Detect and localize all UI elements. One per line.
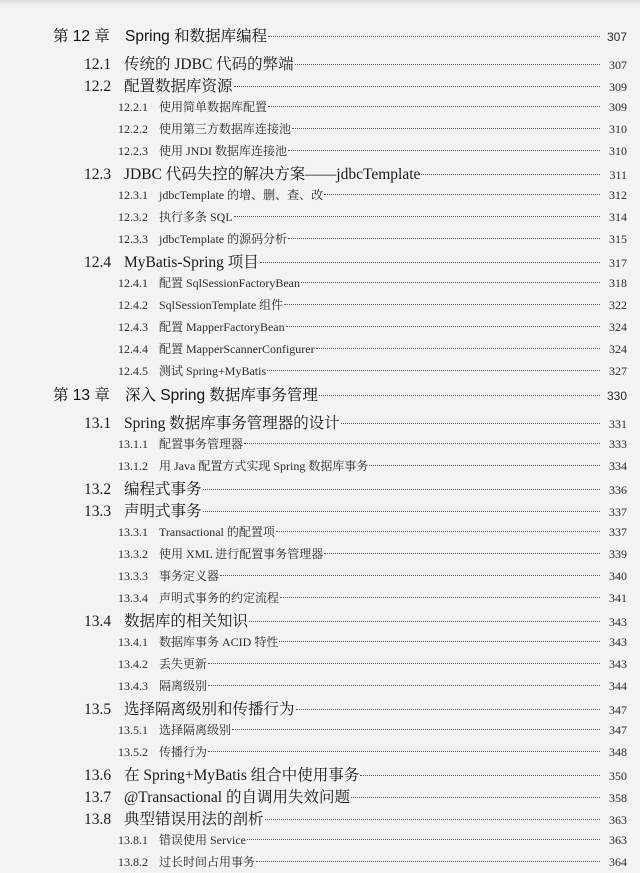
entry-number: 12.4.4 [118,342,148,356]
entry-title: 配置 MapperFactoryBean [159,320,285,334]
entry-title: 选择隔离级别和传播行为 [124,701,295,718]
entry-number: 13.4.1 [118,635,148,649]
toc-entry-chapter [0,24,640,46]
entry-title: 声明式事务的约定流程 [159,591,280,605]
toc-entry-subsection [0,545,640,562]
entry-title: 配置数据库资源 [124,78,233,95]
dot-leader [232,729,600,730]
entry-title: 深入 Spring 数据库事务管理 [125,387,318,404]
dot-leader [324,194,600,195]
entry-title: 使用简单数据库配置 [159,100,268,114]
entry-title: MyBatis-Spring 项目 [124,254,259,271]
entry-number: 13.5.2 [118,745,148,759]
entry-title: 事务定义器 [159,569,220,583]
toc-entry-subsection [0,655,640,672]
toc-entry-section [0,785,640,807]
entry-number: 13.3.1 [118,525,148,539]
toc-entry-section [0,52,640,74]
entry-page-number: 310 [609,144,627,158]
entry-page-number: 324 [609,320,627,334]
dot-leader [280,597,600,598]
dot-leader [203,489,600,490]
dot-leader [244,443,600,444]
entry-page-number: 364 [609,855,627,869]
entry-number: 13.1.2 [118,459,148,473]
dot-leader [341,423,600,424]
dot-leader [208,685,600,686]
toc-entry-subsection [0,567,640,584]
entry-number: 13.1 [84,415,112,432]
toc-entry-section [0,162,640,184]
entry-title: 隔离级别 [159,679,208,693]
entry-page-number: 347 [609,703,627,717]
entry-title: 数据库的相关知识 [124,613,249,630]
entry-title: 测试 Spring+MyBatis [159,364,267,378]
entry-page-number: 336 [609,483,627,497]
toc-entry-subsection [0,340,640,357]
entry-page-number: 343 [609,615,627,629]
entry-title: 使用 JNDI 数据库连接池 [159,144,287,158]
dot-leader [288,150,600,151]
dot-leader [369,465,600,466]
entry-number: 13.3.3 [118,569,148,583]
entry-page-number: 322 [609,298,627,312]
entry-number: 13.1.1 [118,437,148,451]
entry-number: 第 12 章 [53,28,110,45]
entry-number: 13.7 [84,789,112,806]
toc-entry-subsection [0,98,640,115]
entry-page-number: 333 [609,437,627,451]
entry-title: 配置 SqlSessionFactoryBean [159,276,300,290]
entry-number: 13.8.1 [118,833,148,847]
page-top-edge [0,0,640,6]
entry-title: 配置事务管理器 [159,437,244,451]
entry-page-number: 358 [609,791,627,805]
entry-page-number: 337 [609,505,627,519]
toc-entry-subsection [0,677,640,694]
toc-entry-subsection [0,831,640,848]
entry-page-number: 307 [606,30,627,44]
entry-number: 13.5 [84,701,112,718]
entry-page-number: 334 [609,459,627,473]
entry-page-number: 339 [609,547,627,561]
toc-entry-subsection [0,743,640,760]
entry-title: 使用第三方数据库连接池 [159,122,292,136]
entry-number: 12.1 [84,56,112,73]
toc-entry-subsection [0,435,640,452]
entry-title: 错误使用 Service [159,833,246,847]
entry-page-number: 312 [609,188,627,202]
entry-title: jdbcTemplate 的源码分析 [159,232,288,246]
entry-page-number: 327 [609,364,627,378]
toc-entry-section [0,477,640,499]
dot-leader [279,641,600,642]
toc-entry-section [0,807,640,829]
entry-title: 使用 XML 进行配置事务管理器 [159,547,324,561]
toc-entry-subsection [0,523,640,540]
toc-entry-subsection [0,633,640,650]
entry-title: 选择隔离级别 [159,723,232,737]
entry-title: Transactional 的配置项 [159,525,275,539]
entry-number: 12.2 [84,78,112,95]
dot-leader [234,86,600,87]
entry-number: 12.2.1 [118,100,148,114]
dot-leader [208,663,600,664]
entry-title: 传统的 JDBC 代码的弊端 [124,56,294,73]
dot-leader [234,216,600,217]
entry-page-number: 341 [609,591,627,605]
entry-title: @Transactional 的自调用失效问题 [124,789,350,806]
entry-page-number: 337 [609,525,627,539]
entry-title: 声明式事务 [124,503,202,520]
entry-page-number: 309 [609,100,627,114]
entry-number: 13.8 [84,811,112,828]
dot-leader [284,304,600,305]
entry-number: 13.2 [84,481,112,498]
entry-title: 在 Spring+MyBatis 组合中使用事务 [124,767,360,784]
toc-entry-section [0,250,640,272]
entry-title: 过长时间占用事务 [159,855,256,869]
dot-leader [295,64,600,65]
entry-title: jdbcTemplate 的增、删、查、改 [159,188,324,202]
entry-title: Spring 和数据库编程 [125,28,268,45]
dot-leader [265,819,600,820]
toc-entry-section [0,499,640,521]
dot-leader [301,282,600,283]
dot-leader [249,621,600,622]
dot-leader [268,106,600,107]
entry-title: 用 Java 配置方式实现 Spring 数据库事务 [159,459,369,473]
entry-page-number: 363 [609,813,627,827]
entry-page-number: 348 [609,745,627,759]
entry-number: 13.4.3 [118,679,148,693]
entry-page-number: 350 [609,769,627,783]
dot-leader [292,128,600,129]
dot-leader [360,775,600,776]
toc-entry-subsection [0,208,640,225]
dot-leader [324,553,600,554]
entry-number: 13.3 [84,503,112,520]
entry-page-number: 314 [609,210,627,224]
entry-page-number: 330 [606,389,627,403]
dot-leader [319,395,600,396]
toc-entry-subsection [0,296,640,313]
toc-entry-subsection [0,318,640,335]
entry-page-number: 340 [609,569,627,583]
entry-number: 13.3.2 [118,547,148,561]
entry-page-number: 318 [609,276,627,290]
entry-title: 配置 MapperScannerConfigurer [159,342,315,356]
entry-page-number: 311 [609,168,627,182]
entry-number: 13.8.2 [118,855,148,869]
dot-leader [288,238,600,239]
toc-entry-section [0,763,640,785]
entry-number: 12.2.3 [118,144,148,158]
dot-leader [268,36,600,37]
entry-page-number: 317 [609,256,627,270]
toc-entry-subsection [0,142,640,159]
dot-leader [351,797,600,798]
entry-title: Spring 数据库事务管理器的设计 [124,415,340,432]
entry-title: 丢失更新 [159,657,208,671]
dot-leader [316,348,600,349]
entry-page-number: 315 [609,232,627,246]
dot-leader [286,326,600,327]
entry-number: 12.3.2 [118,210,148,224]
dot-leader [203,511,600,512]
entry-title: 典型错误用法的剖析 [124,811,264,828]
toc-entry-subsection [0,457,640,474]
toc-entry-subsection [0,721,640,738]
dot-leader [247,839,600,840]
toc-entry-subsection [0,362,640,379]
entry-number: 13.4.2 [118,657,148,671]
entry-number: 12.3.1 [118,188,148,202]
entry-number: 12.4.5 [118,364,148,378]
entry-number: 12.4.2 [118,298,148,312]
entry-title: 执行多条 SQL [159,210,233,224]
toc-entry-section [0,697,640,719]
dot-leader [276,531,600,532]
dot-leader [256,861,600,862]
toc-entry-subsection [0,186,640,203]
toc-entry-subsection [0,853,640,870]
entry-page-number: 307 [609,58,627,72]
toc-entry-subsection [0,589,640,606]
entry-number: 12.4 [84,254,112,271]
entry-number: 12.3 [84,166,112,183]
dot-leader [208,751,600,752]
toc-entry-subsection [0,274,640,291]
entry-page-number: 343 [609,657,627,671]
entry-number: 13.5.1 [118,723,148,737]
entry-page-number: 363 [609,833,627,847]
toc-entry-section [0,411,640,433]
entry-title: SqlSessionTemplate 组件 [159,298,284,312]
entry-page-number: 324 [609,342,627,356]
entry-title: 数据库事务 ACID 特性 [159,635,279,649]
toc-entry-chapter [0,383,640,405]
entry-page-number: 343 [609,635,627,649]
dot-leader [260,262,600,263]
toc-entry-section [0,609,640,631]
dot-leader [421,174,600,175]
entry-title: 传播行为 [159,745,208,759]
entry-number: 13.4 [84,613,112,630]
dot-leader [267,370,600,371]
entry-number: 12.4.1 [118,276,148,290]
entry-title: 编程式事务 [124,481,202,498]
entry-title: JDBC 代码失控的解决方案——jdbcTemplate [124,166,421,183]
entry-number: 第 13 章 [53,387,110,404]
entry-page-number: 347 [609,723,627,737]
toc-entry-section [0,74,640,96]
entry-page-number: 344 [609,679,627,693]
entry-number: 12.4.3 [118,320,148,334]
entry-page-number: 331 [609,417,627,431]
dot-leader [220,575,600,576]
entry-page-number: 310 [609,122,627,136]
entry-number: 13.3.4 [118,591,148,605]
toc-entry-subsection [0,120,640,137]
entry-number: 13.6 [84,767,112,784]
entry-number: 12.2.2 [118,122,148,136]
toc-entry-subsection [0,230,640,247]
entry-number: 12.3.3 [118,232,148,246]
entry-page-number: 309 [609,80,627,94]
dot-leader [296,709,600,710]
